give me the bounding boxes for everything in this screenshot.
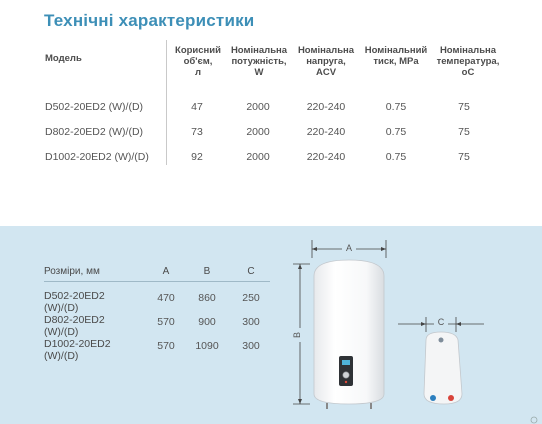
page-title: Технічні характеристики [44,11,255,30]
spec-model: D1002-20ED2 (W)/(D) [45,151,149,163]
spec-table [0,0,542,200]
dim-c: 300 [242,340,260,352]
spec-row [0,101,542,115]
spec-power: 2000 [246,151,270,163]
spec-header-pressure: Номінальний тиск, MPa [364,45,428,67]
spec-row [0,126,542,140]
spec-model: D502-20ED2 (W)/(D) [45,101,144,113]
arrow-left-icon [312,247,317,251]
power-led-icon [345,381,347,383]
spec-header-volume: Корисний об'єм, л [175,45,221,78]
boiler-leg [370,403,372,409]
dim-header-a: A [162,266,170,277]
spec-temperature: 75 [458,151,470,163]
dim-header-rule [44,281,270,282]
dim-model: D1002-20ED2 (W)/(D) [44,338,111,362]
display-indicator [342,360,350,365]
spec-temperature: 75 [458,101,470,113]
mount-hole-icon [439,338,444,343]
dim-c: 250 [242,292,260,304]
dim-b: 860 [198,292,216,304]
dim-model: D802-20ED2 (W)/(D) [44,314,105,338]
arrow-left-icon [456,322,461,326]
spec-power: 2000 [246,126,270,138]
spec-power: 2000 [246,101,270,113]
spec-voltage: 220-240 [306,126,346,138]
arrow-right-icon [421,322,426,326]
dim-b: 1090 [195,340,219,352]
cold-water-inlet-icon [430,395,436,401]
spec-header-temperature: Номінальна температура, oC [436,45,500,78]
boiler-back-diagram [396,312,496,416]
dim-header-model: Розміри, мм [44,266,100,277]
spec-volume: 92 [191,151,203,163]
spec-pressure: 0.75 [385,126,407,138]
dim-c: 300 [242,316,260,328]
dim-a: 570 [157,316,175,328]
hot-water-outlet-icon [448,395,454,401]
boiler-leg [326,403,328,409]
spec-header-model: Модель [45,53,82,64]
dimension-label-a: A [345,243,353,253]
dimension-label-c: C [437,317,445,327]
spec-pressure: 0.75 [385,151,407,163]
spec-pressure: 0.75 [385,101,407,113]
dim-a: 570 [157,340,175,352]
corner-mark-icon [528,414,540,424]
dim-b: 900 [198,316,216,328]
spec-header-power: Номінальна потужність, W [230,45,288,78]
spec-row [0,151,542,165]
spec-volume: 73 [191,126,203,138]
arrow-down-icon [298,399,302,404]
boiler-front-diagram [290,236,400,416]
dim-header-b: B [203,266,211,277]
dim-header-c: C [247,266,255,277]
boiler-back-plate [424,332,462,404]
dimension-label-b: B [292,331,302,339]
spec-voltage: 220-240 [306,101,346,113]
dim-model: D502-20ED2 (W)/(D) [44,290,105,314]
arrow-up-icon [298,264,302,269]
arrow-right-icon [381,247,386,251]
knob-icon [343,372,349,378]
spec-header-voltage: Номінальна напруга, ACV [297,45,355,78]
spec-voltage: 220-240 [306,151,346,163]
spec-volume: 47 [191,101,203,113]
spec-temperature: 75 [458,126,470,138]
spec-model: D802-20ED2 (W)/(D) [45,126,144,138]
dim-a: 470 [157,292,175,304]
